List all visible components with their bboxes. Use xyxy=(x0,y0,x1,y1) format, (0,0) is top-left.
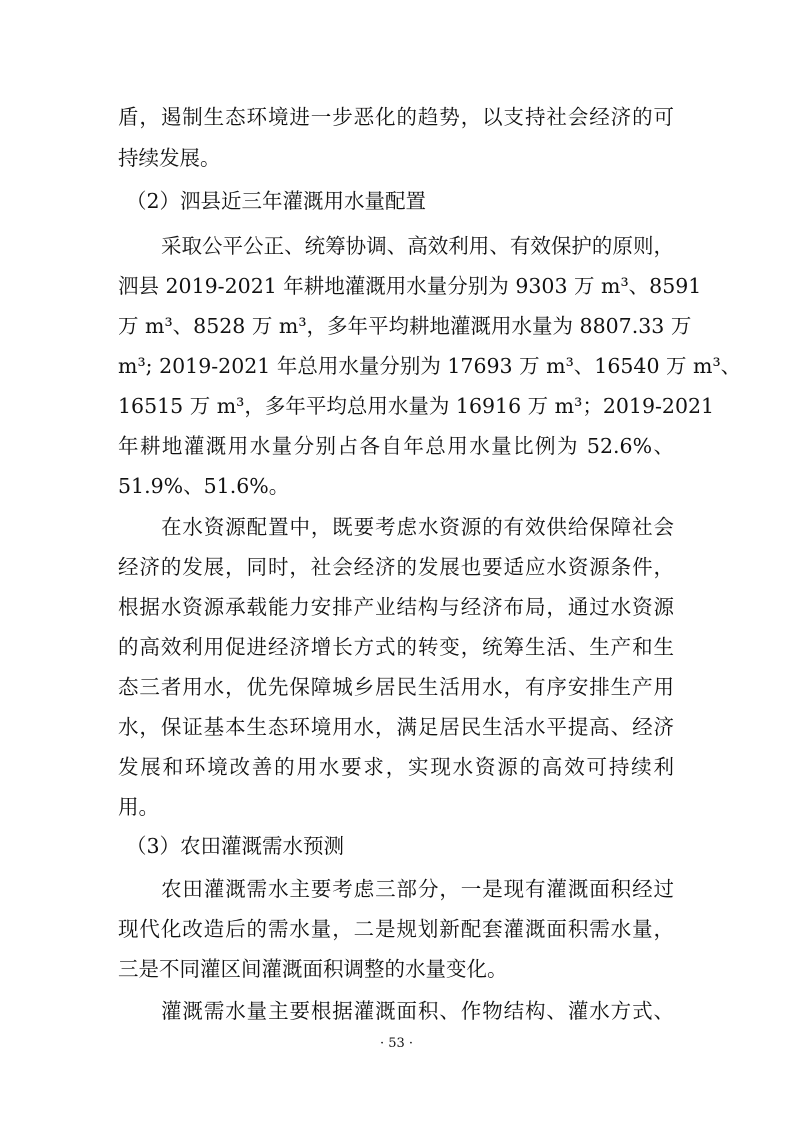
paragraph-line: 根据水资源承载能力安排产业结构与经济布局，通过水资源 xyxy=(118,595,674,619)
paragraph-line: 态三者用水，优先保障城乡居民生活用水，有序安排生产用 xyxy=(118,675,674,699)
paragraph-line: 万 m³、8528 万 m³，多年平均耕地灌溉用水量为 8807.33 万 xyxy=(118,314,692,338)
paragraph-line: 用。 xyxy=(118,795,159,819)
paragraph-line: 采取公平公正、统筹协调、高效利用、有效保护的原则， xyxy=(161,234,674,258)
page-number: · 53 · xyxy=(379,1036,414,1051)
paragraph-line: 的高效利用促进经济增长方式的转变，统筹生活、生产和生 xyxy=(118,635,674,659)
paragraph-line: 灌溉需水量主要根据灌溉面积、作物结构、灌水方式、 xyxy=(161,999,674,1023)
paragraph-line: 在水资源配置中，既要考虑水资源的有效供给保障社会 xyxy=(161,515,674,539)
paragraph-line: 盾，遏制生态环境进一步恶化的趋势，以支持社会经济的可 xyxy=(118,105,674,129)
paragraph-line: 现代化改造后的需水量，二是规划新配套灌溉面积需水量， xyxy=(118,917,674,941)
section-heading: （3）农田灌溉需水预测 xyxy=(126,834,345,858)
paragraph-line: 年耕地灌溉用水量分别占各自年总用水量比例为 52.6%、 xyxy=(118,434,674,458)
section-heading: （2）泗县近三年灌溉用水量配置 xyxy=(126,189,427,213)
paragraph-line: 51.9%、51.6%。 xyxy=(118,474,290,498)
paragraph-line: 水，保证基本生态环境用水，满足居民生活水平提高、经济 xyxy=(118,715,674,739)
paragraph-line: 泗县 2019-2021 年耕地灌溉用水量分别为 9303 万 m³、8591 xyxy=(118,274,702,298)
paragraph-line: 发展和环境改善的用水要求，实现水资源的高效可持续利 xyxy=(118,755,674,779)
paragraph-line: 经济的发展，同时，社会经济的发展也要适应水资源条件， xyxy=(118,555,674,579)
paragraph-line: 持续发展。 xyxy=(118,146,221,170)
paragraph-line: 农田灌溉需水主要考虑三部分，一是现有灌溉面积经过 xyxy=(161,877,674,901)
paragraph-line: 三是不同灌区间灌溉面积调整的水量变化。 xyxy=(118,957,508,981)
paragraph-line: m³; 2019-2021 年总用水量分别为 17693 万 m³、16540 万 m³、 xyxy=(118,354,742,378)
paragraph-line: 16515 万 m³，多年平均总用水量为 16916 万 m³；2019-2021 xyxy=(118,394,715,418)
